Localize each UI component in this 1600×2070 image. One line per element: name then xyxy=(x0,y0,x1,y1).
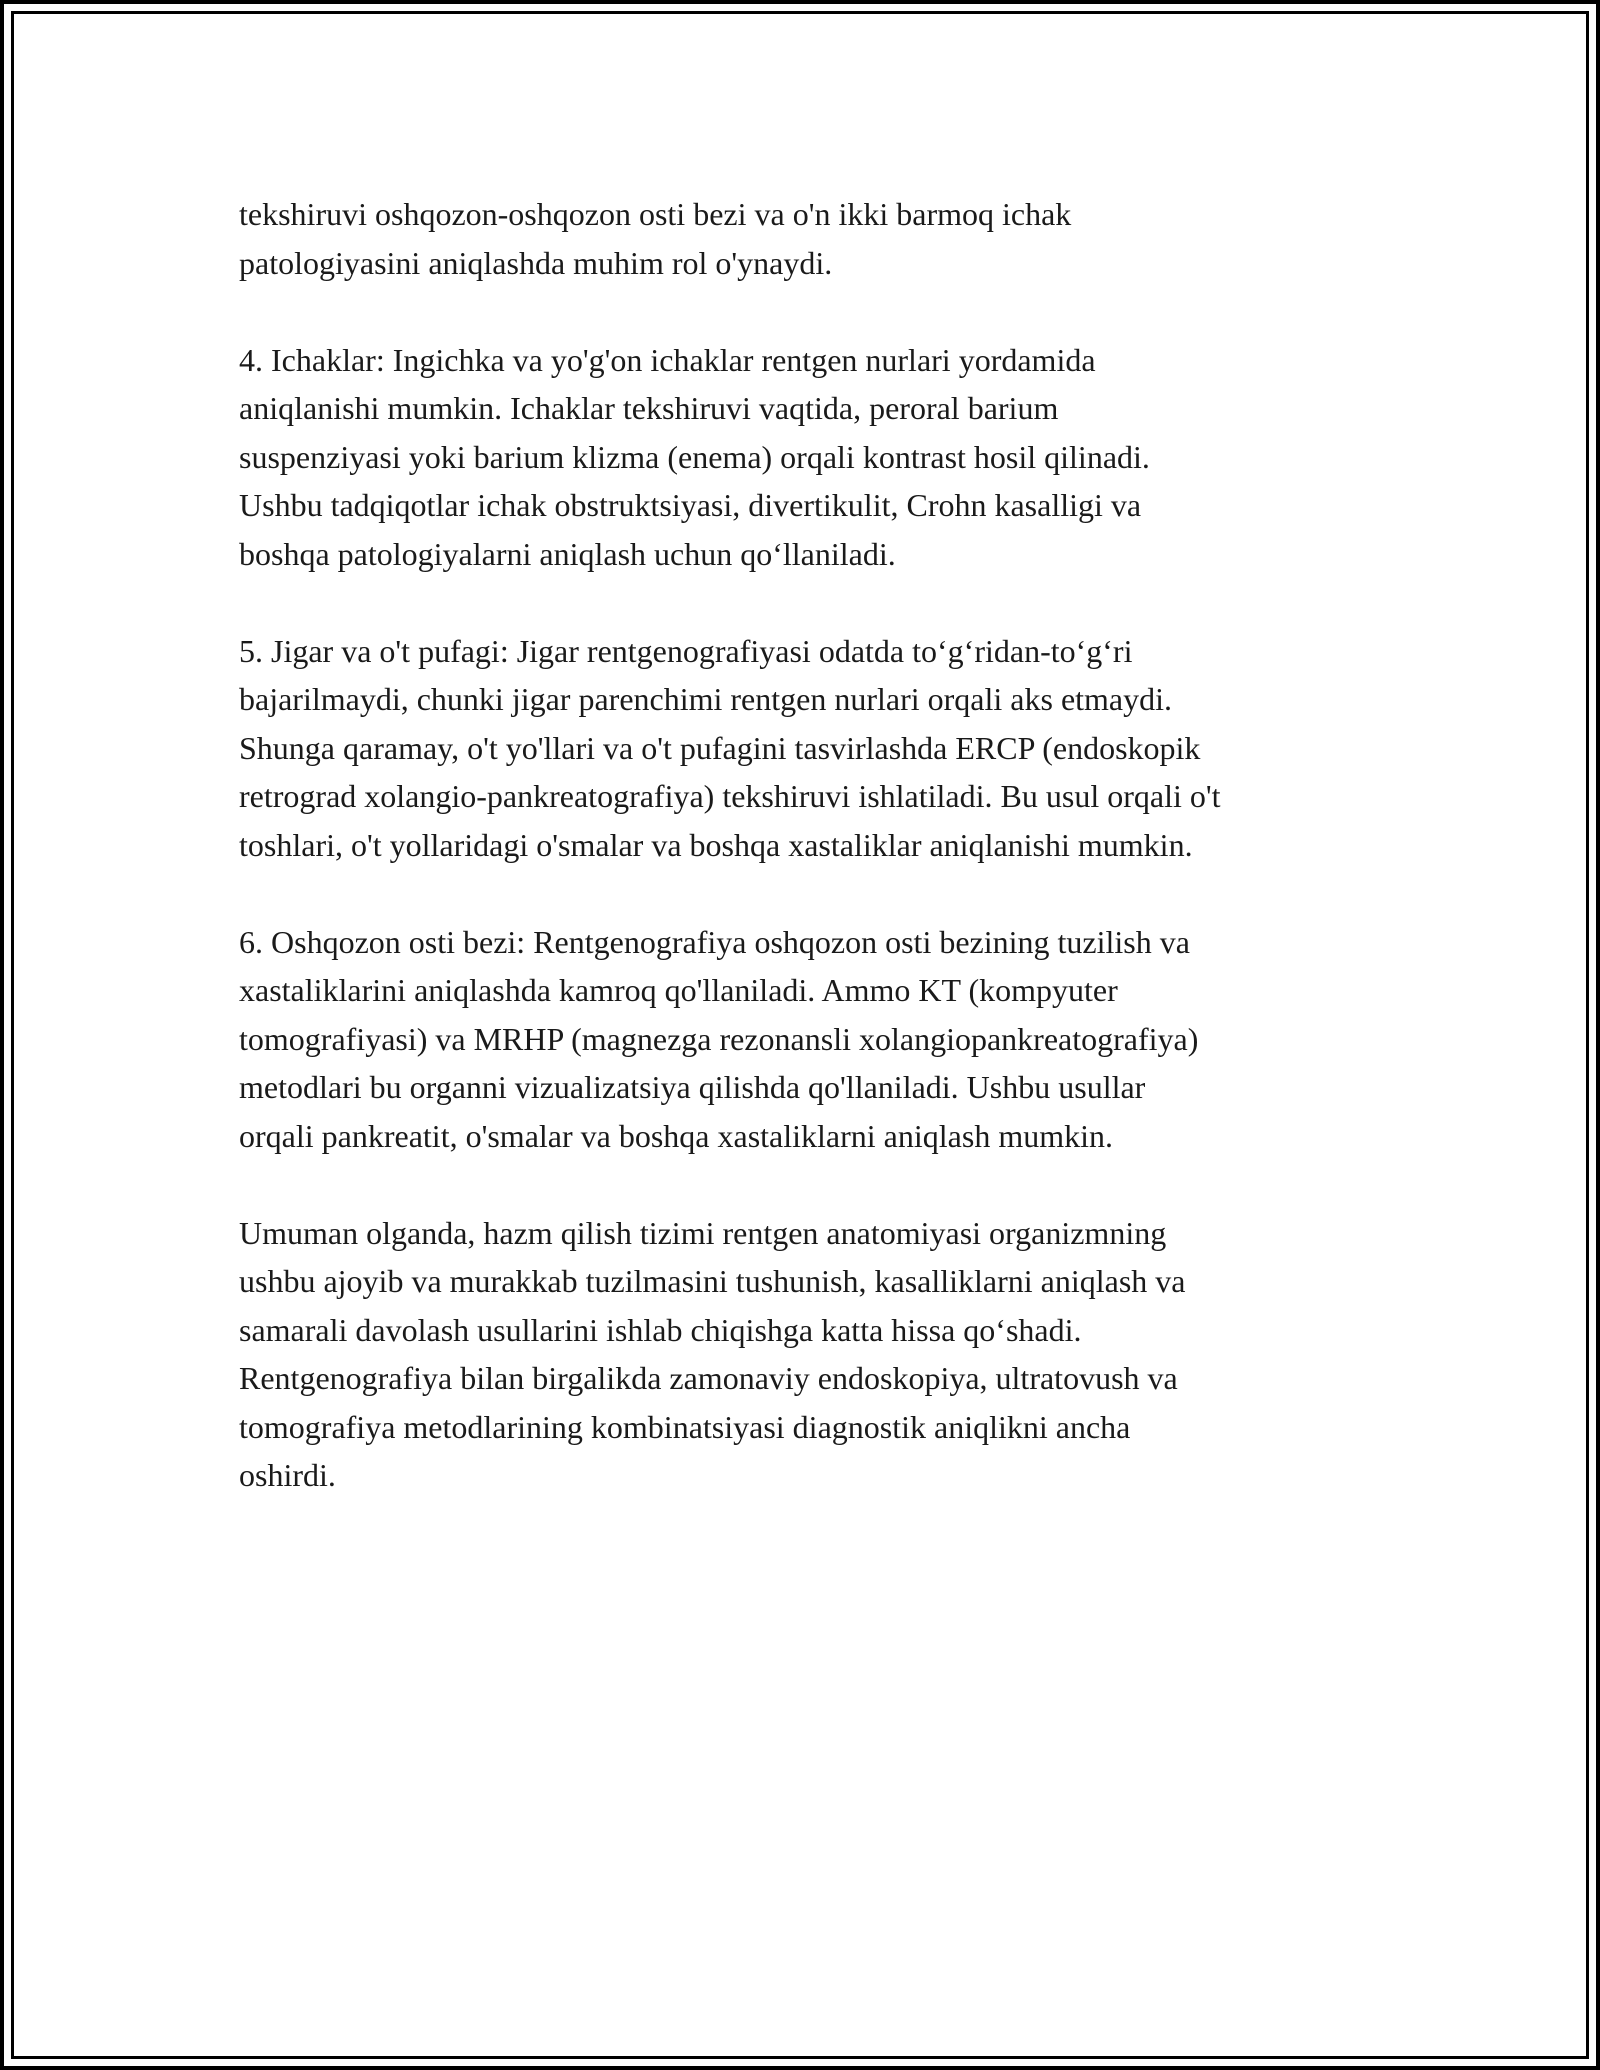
paragraph-pancreas: 6. Oshqozon osti bezi: Rentgenografiya oshqozon osti bezining tuzilish va xastaliklarini aniqlashda kamroq qo'llaniladi. Ammo KT (kompyuter tomografiyasi) va MRHP (magnezga rezonansli xolangiopankreatografiya) metodlari bu organni vizualizatsiya qilishda qo'llaniladi. Ushbu usullar orqali pankreatit, o'smalar va boshqa xastaliklarni aniqlash mumkin. xyxy=(239,923,1199,1154)
paragraph-conclusion: Umuman olganda, hazm qilish tizimi rentgen anatomiyasi organizmning ushbu ajoyib va murakkab tuzilmasini tushunish, kasalliklarni aniqlash va samarali davolash usullarini ishlab chiqishga katta hissa qo‘shadi. Rentgenografiya bilan birgalikda zamonaviy endoskopiya, ultratovush va tomografiya metodlarining kombinatsiyasi diagnostik aniqlikni ancha oshirdi. xyxy=(239,1214,1186,1493)
paragraph-continuation: tekshiruvi oshqozon-oshqozon osti bezi va o'n ikki barmoq ichak patologiyasini aniqlashda muhim rol o'ynaydi. xyxy=(239,196,1072,281)
document-body xyxy=(239,190,1399,1500)
paragraph-intestines: 4. Ichaklar: Ingichka va yo'g'on ichaklar rentgen nurlari yordamida aniqlanishi mumkin. Ichaklar tekshiruvi vaqtida, peroral barium suspenziyasi yoki barium klizma (enema) orqali kontrast hosil qilinadi. Ushbu tadqiqotlar ichak obstruktsiyasi, divertikulit, Crohn kasalligi va boshqa patologiyalarni aniqlash uchun qo‘llaniladi. xyxy=(239,341,1150,572)
paragraph-liver-gallbladder: 5. Jigar va o't pufagi: Jigar rentgenografiyasi odatda to‘g‘ridan-to‘g‘ri bajarilmaydi, chunki jigar parenchimi rentgen nurlari orqali aks etmaydi. Shunga qaramay, o't yo'llari va o't pufagini tasvirlashda ERCP (endoskopik retrograd xolangio-pankreatografiya) tekshiruvi ishlatiladi. Bu usul orqali o't toshlari, o't yollaridagi o'smalar va boshqa xastaliklar aniqlanishi mumkin. xyxy=(239,632,1221,863)
